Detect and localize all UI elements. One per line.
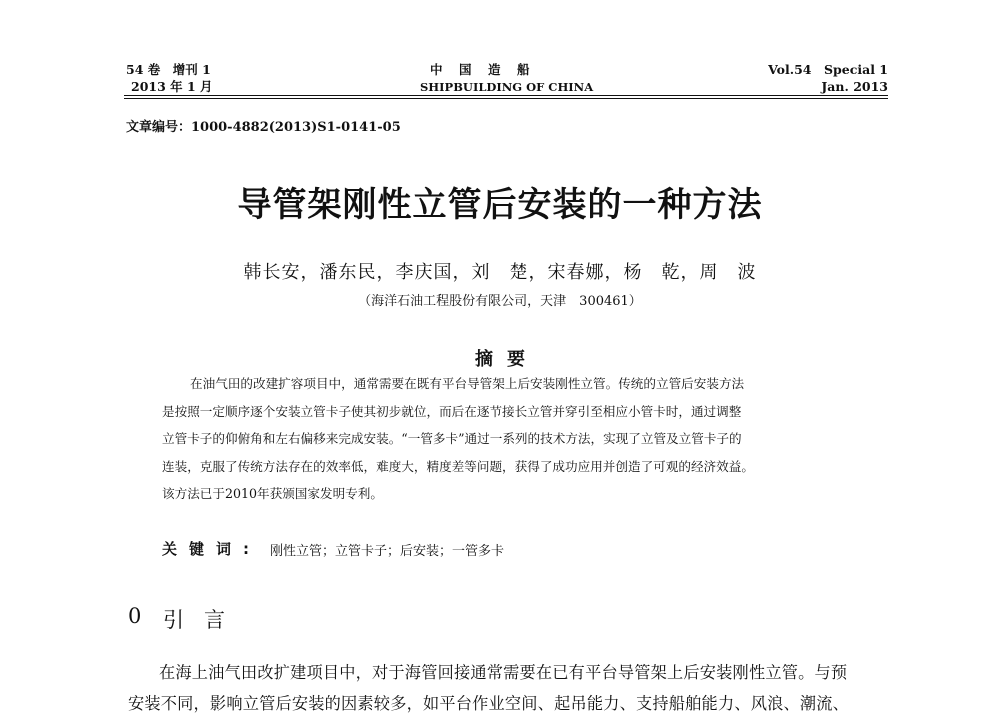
- abstract-line: 立管卡子的仰俯角和左右偏移来完成安装。“一管多卡”通过一系列的技术方法，实现了立管及立管卡子的: [162, 431, 742, 446]
- keywords-text: 刚性立管；立管卡子；后安装；一管多卡: [270, 544, 505, 559]
- affiliation: （海洋石油工程股份有限公司，天津 300461）: [358, 294, 642, 309]
- abstract-line: 该方法已于2010年获颁国家发明专利。: [162, 486, 383, 501]
- body-line: 安装不同，影响立管后安装的因素较多，如平台作业空间、起吊能力、支持船舶能力、风浪、潮流、: [128, 694, 850, 713]
- header-rule-thin: [124, 98, 888, 99]
- journal-date: 2013 年 1 月: [131, 79, 213, 94]
- abstract-line: 是按照一定顺序逐个安装立管卡子使其初步就位，而后在逐节接长立管并穿引至相应小管卡时，通过调整: [162, 404, 742, 419]
- journal-name-en: SHIPBUILDING OF CHINA: [420, 80, 594, 94]
- section-number: 0: [128, 604, 162, 628]
- journal-date-en: Jan. 2013: [821, 79, 888, 94]
- paper-title: 导管架刚性立管后安装的一种方法: [237, 185, 763, 225]
- header-rule-thick: [124, 95, 888, 96]
- section-title: 引言: [163, 608, 245, 632]
- journal-volume: 54 卷 增刊 1: [126, 62, 211, 77]
- keywords-label: 关键词:: [162, 540, 261, 558]
- author-list: 韩长安，潘东民，李庆国，刘 楚，宋春娜，杨 乾，周 波: [243, 262, 757, 283]
- article-number: 文章编号：1000-4882(2013)S1-0141-05: [126, 120, 401, 135]
- abstract-line: 在油气田的改建扩容项目中，通常需要在既有平台导管架上后安装刚性立管。传统的立管后安装方法: [190, 376, 745, 391]
- body-line: 在海上油气田改扩建项目中，对于海管回接通常需要在已有平台导管架上后安装刚性立管。与预: [159, 663, 848, 682]
- abstract-line: 连装，克服了传统方法存在的效率低，难度大，精度差等问题，获得了成功应用并创造了可观的经济效益。: [162, 459, 754, 474]
- abstract-heading: 摘要: [475, 349, 539, 370]
- journal-volume-en: Vol.54 Special 1: [768, 62, 888, 77]
- journal-name-cn: 中 国 造 船: [430, 62, 532, 77]
